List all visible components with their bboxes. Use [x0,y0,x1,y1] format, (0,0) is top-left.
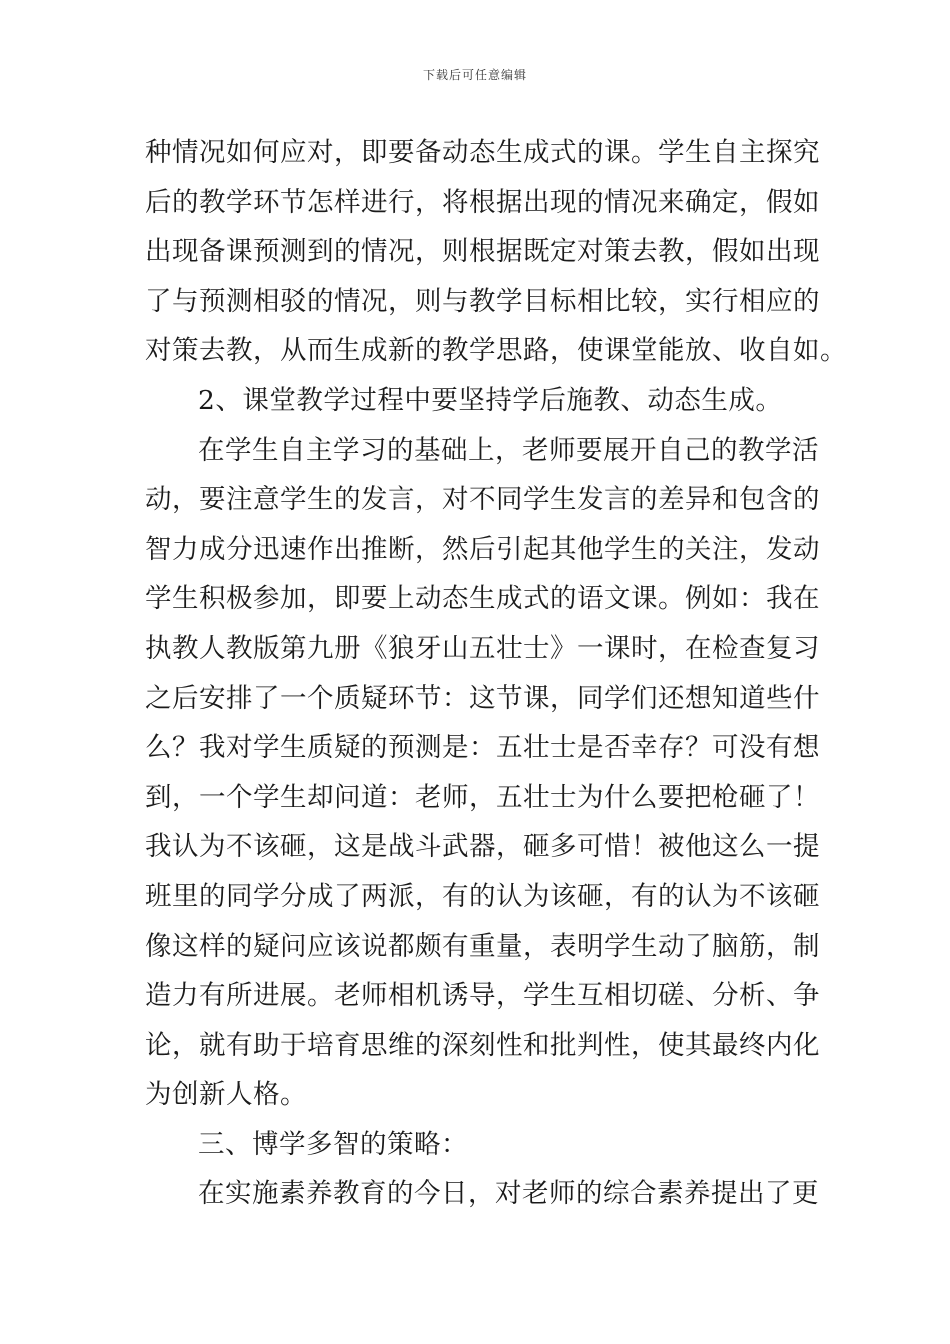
text-line: 2、课堂教学过程中要坚持学后施教、动态生成。 [198,384,783,416]
text-line: 为创新人格。 [145,1079,307,1111]
text-line: 执教人教版第九册《狼牙山五壮士》一课时，在检查复习 [145,632,820,664]
text-line: 动，要注意学生的发言，对不同学生发言的差异和包含的 [145,484,820,516]
text-line: 在学生自主学习的基础上，老师要展开自己的教学活 [198,434,819,466]
text-line: 造力有所进展。老师相机诱导，学生互相切磋、分析、争 [145,980,820,1012]
text-line: 论，就有助于培育思维的深刻性和批判性，使其最终内化 [145,1029,820,1061]
text-line: 在实施素养教育的今日，对老师的综合素养提出了更 [198,1178,819,1210]
text-line: 三、博学多智的策略： [198,1128,468,1160]
text-line: 班里的同学分成了两派，有的认为该砸，有的认为不该砸 [145,880,820,912]
text-line: 后的教学环节怎样进行，将根据出现的情况来确定，假如 [145,186,820,218]
text-line: 出现备课预测到的情况，则根据既定对策去教，假如出现 [145,236,820,268]
text-line: 了与预测相驳的情况，则与教学目标相比较，实行相应的 [145,285,820,317]
document-body [145,128,847,1219]
text-line: 学生积极参加，即要上动态生成式的语文课。例如：我在 [145,583,820,615]
text-line: 像这样的疑问应该说都颇有重量，表明学生动了脑筋，制 [145,930,820,962]
text-line: 么？我对学生质疑的预测是：五壮士是否幸存？可没有想 [145,732,820,764]
text-line: 种情况如何应对，即要备动态生成式的课。学生自主探究 [145,137,820,168]
text-line: 对策去教，从而生成新的教学思路，使课堂能放、收自如。 [145,335,847,367]
text-line: 之后安排了一个质疑环节：这节课，同学们还想知道些什 [145,682,820,714]
text-line: 到，一个学生却问道：老师，五壮士为什么要把枪砸了！ [145,781,820,813]
text-line: 我认为不该砸，这是战斗武器，砸多可惜！被他这么一提 [145,831,820,863]
page-header: 下载后可任意编辑 [422,68,527,82]
text-line: 智力成分迅速作出推断，然后引起其他学生的关注，发动 [145,533,820,565]
